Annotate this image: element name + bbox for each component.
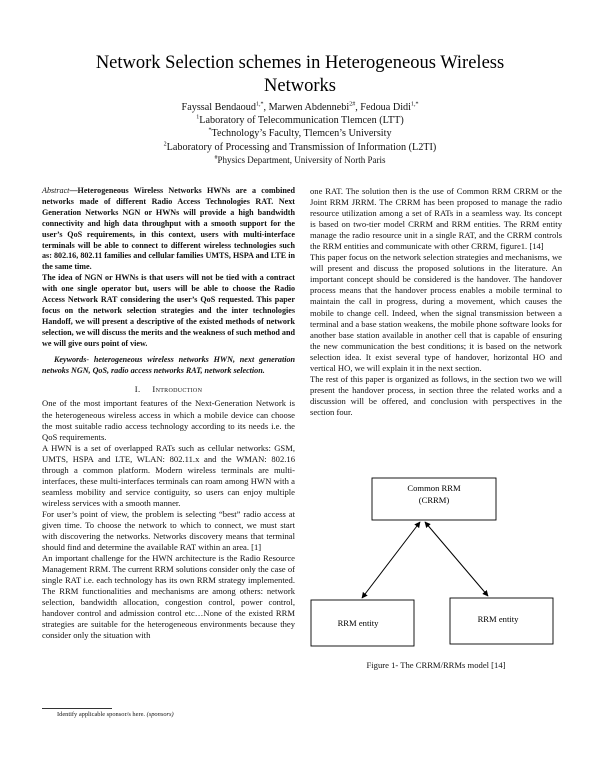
right-column (310, 186, 562, 418)
affiliation-4: #Physics Department, University of North Paris (214, 154, 386, 165)
crrm-box-label-1: Common RRM (407, 483, 461, 493)
title-line-2: Networks (264, 76, 336, 96)
figure-caption: Figure 1- The CRRM/RRMs model [14] (366, 660, 506, 670)
paper-title (40, 52, 560, 98)
left-column (42, 186, 295, 641)
arrow-crrm-right-rrm (425, 522, 488, 596)
abstract-paragraph-1: Abstract—Heterogeneous Wireless Networks HWNs are a combined networks made of different Radio Access Technologies RAT. Next Generation Networks NGN or HWNs will provide a high bandwidth connectivity and high data throughput with a smooth support for the user’s QoS requirements, in this context, users with multi-interface terminals will be able to connect to different wireless technologies such as: 802.16, 802.11 families and cellular families UMTS, HSPA and LTE in the same time. (42, 186, 295, 272)
intro-paragraph-4: An important challenge for the HWN architecture is the Radio Resource Management RRM. The current RRM solutions consider only the case of single RAT i.e. each technology has its own RRM strategy implemented. The RRM functionalities and mechanisms are among others: network selection, bandwidth allocation, congestion control, power control, handover control and admission control etc…None of the existed RRM strategies are suitable for the heterogeneous environments because they consider only the situation with (42, 553, 295, 641)
keywords: Keywords- heterogeneous wireless networks HWN, next generation netwoks NGN, QoS, radio access networks RAT, network selection. (42, 354, 295, 375)
intro-paragraph-2: A HWN is a set of overlapped RATs such as cellular networks: GSM, UMTS, HSPA and LTE, WLAN: 802.11.x and the WMAN: 802.16 through a common platform. Modern wireless terminals are multi-interfaces, these multi-interfaces terminals can roam among HWN with a seamless mobility and service contiguity, so users can enjoy multiple wireless services with a smooth manner. (42, 442, 295, 508)
arrow-crrm-left-rrm (362, 522, 420, 598)
intro-paragraph-3: For user’s point of view, the problem is selecting “best” radio access at given time. To choose the network to which to connect, we must start with discovering the networks. Networks discovery means that terminal should find and determine the available RAT within an area. [1] (42, 508, 295, 553)
right-paragraph-3: The rest of this paper is organized as follows, in the section two we will present the handover process, in section three the related works and a discussion will be offered, and conclusion with perspectives in the section four. (310, 373, 562, 417)
right-paragraph-2: This paper focus on the network selection strategies and mechanisms, we will present and discuss the proposed solutions in the literature. An important concept should be considered is the handover. The handover process means that the handover process enables a mobile terminal to maintain the call in progress, during a movement, which causes the mobile to change cell. Indeed, when the signal transmission between a terminal and a base station weakens, the mobile phone software looks for another base station available in another cell that is capable of ensuring the new communication the best conditions; it is based on the network selection idea. It exist several type of handover, horizontal HO and vertical HO, we will explain it in the next section. (310, 252, 563, 373)
affiliation-2: *Technology’s Faculty, Tlemcen’s University (208, 128, 392, 140)
rrm-entity-label-left: RRM entity (337, 618, 379, 628)
crrm-rrm-diagram (310, 468, 562, 658)
right-paragraph-1: one RAT. The solution then is the use of Common RRM CRRM or the Joint RRM JRRM. The CRRM has been proposed to manage the radio resource utilization among a set of RATs in a seamless way. Its concept is based on two-tier model CRRM and RRM entities. The RRM entity manage the radio resource unit in a single RAT, and the CRRM controls the RRM entities and communicate with other CRRM, figure1. [14] (310, 186, 562, 252)
footnote: Identify applicable sponsor/s here. (sponsors) (57, 711, 174, 718)
affiliation-1: $^1$Laboratory of Telecommunication Tlemcen (LTT) (196, 114, 404, 127)
crrm-box-label-2: (CRRM) (418, 495, 450, 505)
title-line-1: Network Selection schemes in Heterogeneous Wireless (95, 53, 505, 73)
abstract-paragraph-2: The idea of NGN or HWNs is that users will not be tied with a contract with one single operator but, users will be able to choose the Radio Access Network RAT considering the user’s QoS requested. This paper focus on the network selection strategies and the inter technologies Handoff, we will present a descriptive of the existed methods of network selection, we will discuss the merits and the weakness of such method and we will give ours point of view. (42, 273, 295, 348)
author-block (40, 101, 560, 167)
affiliation-3: $^2$Laboratory of Processing and Transmission of Information (L2TI) (163, 141, 437, 153)
section-heading-introduction: I. Introduction (134, 384, 203, 395)
footnote-rule (42, 708, 112, 709)
author-names: Fayssal Bendaoud$^{1,*}$, Marwen Abdennebi$^{2\#}$, Fedoua Didi$^{1,*}$ (181, 101, 419, 113)
rrm-entity-label-right: RRM entity (477, 614, 519, 624)
intro-paragraph-1: One of the most important features of the Next-Generation Network is the heterogeneous wireless access in which a mobile device can choose the most suitable radio access technology according to its needs i.e. the QoS requirements. (42, 398, 295, 442)
